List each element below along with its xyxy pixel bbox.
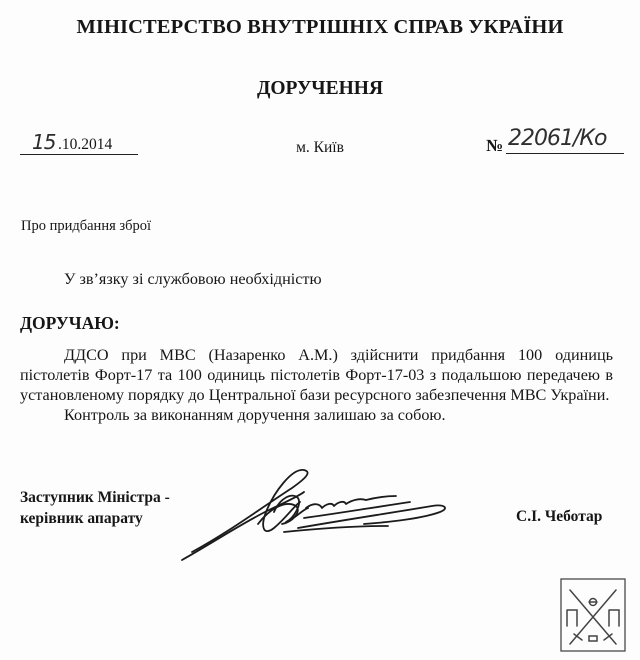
signer-title-line: Заступник Міністра - bbox=[20, 489, 170, 506]
signature-icon bbox=[174, 462, 474, 568]
date-day-handwritten: 15 bbox=[32, 130, 56, 154]
signer-title-line: керівник апарату bbox=[20, 510, 143, 527]
number-sign: № bbox=[486, 136, 504, 155]
body-paragraph: ДДСО при МВС (Назаренко А.М.) здійснити придбання 100 одиниць пістолетів Форт-17 та 100 одиниць пістолетів Форт-17-03 з подальшою передачею в установленому порядку до Центральної бази ресурсного забезпечення МВС України. bbox=[20, 346, 613, 404]
reason-line: У зв’язку зі службовою необхідністю bbox=[64, 270, 322, 288]
instruct-heading: ДОРУЧАЮ: bbox=[20, 313, 120, 333]
body-paragraph: Контроль за виконанням доручення залишаю за собою. bbox=[64, 406, 446, 424]
document-city: м. Київ bbox=[296, 139, 344, 156]
document-type-title: ДОРУЧЕННЯ bbox=[256, 78, 384, 99]
document-body bbox=[20, 345, 613, 425]
document-number bbox=[486, 126, 626, 158]
crossed-swords-watermark-icon bbox=[560, 578, 626, 652]
signer-title bbox=[20, 487, 170, 529]
document-subject: Про придбання зброї bbox=[21, 218, 152, 234]
ministry-heading: МІНІСТЕРСТВО ВНУТРІШНІХ СПРАВ УКРАЇНИ bbox=[76, 16, 564, 38]
number-handwritten: 22061/Ко bbox=[508, 126, 607, 151]
number-underline bbox=[506, 153, 624, 154]
signer-name: С.І. Чеботар bbox=[516, 508, 603, 525]
date-printed: .10.2014 bbox=[58, 136, 113, 153]
